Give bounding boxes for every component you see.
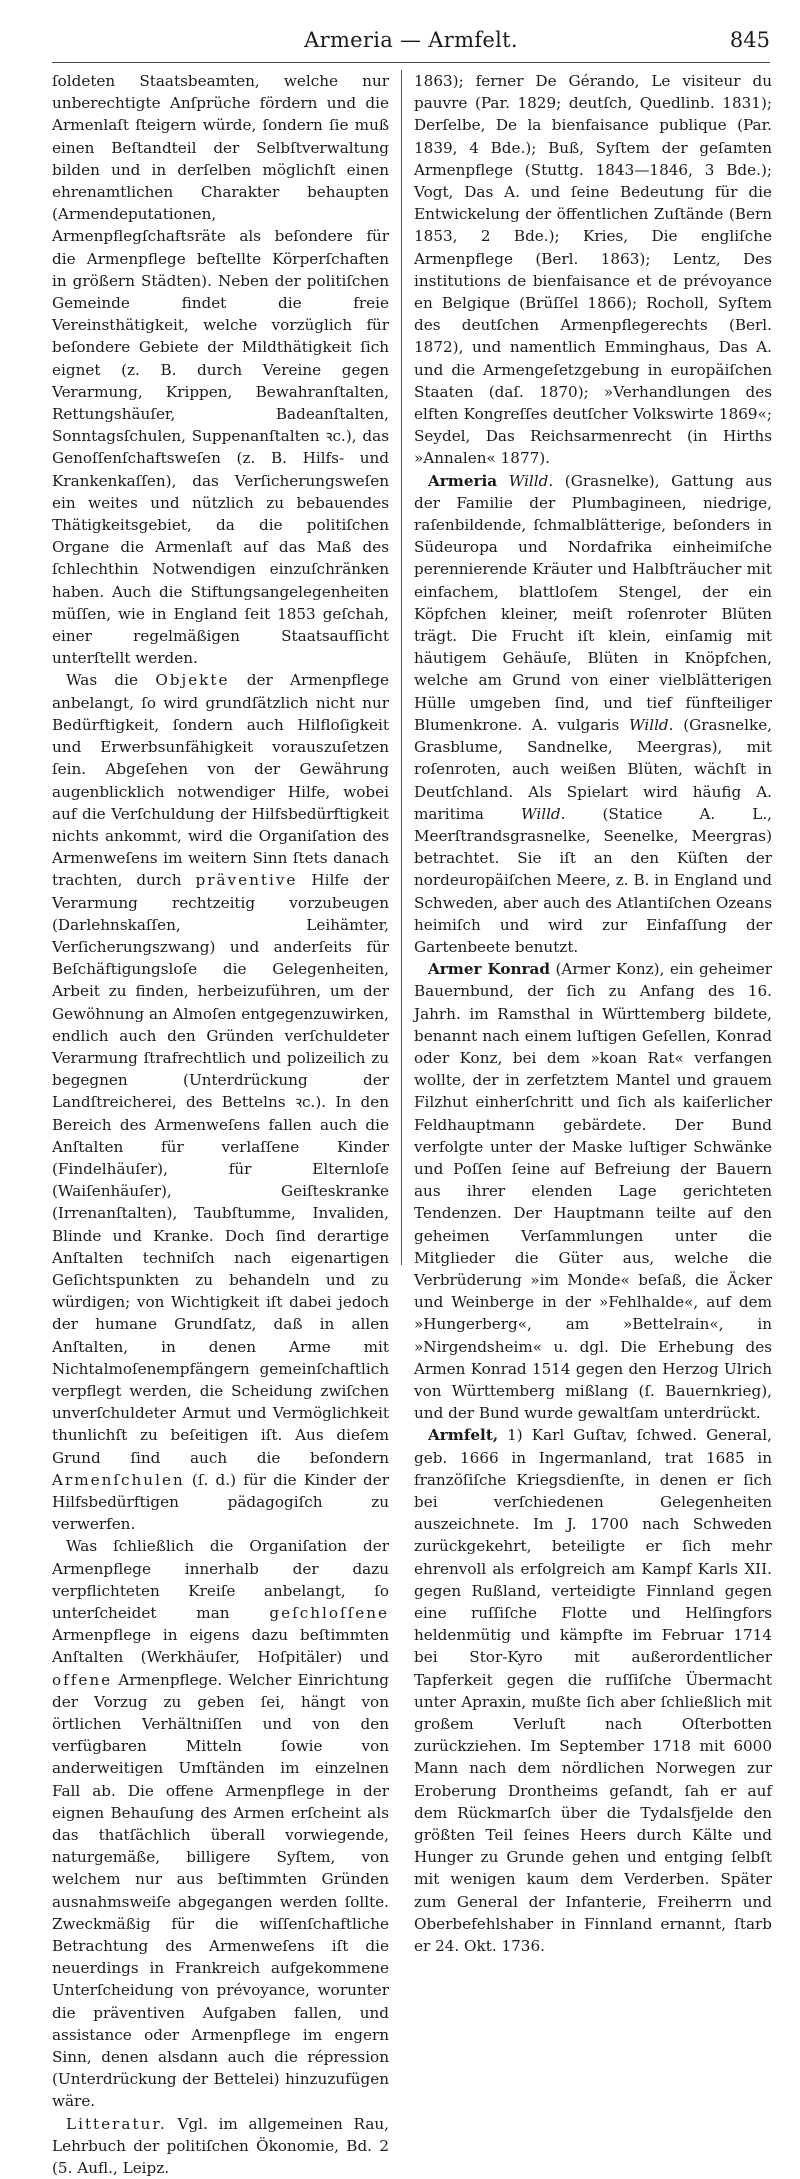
emphasis: offene: [52, 1670, 113, 1689]
text-run: (Grasnelke), Gattung aus der Familie der Plumbagineen, niedrige, raſenbildende, ſchmalblätterige, beſonders in Südeuropa und Nordafrika einheimiſche perennierende Kräuter und Halbſträucher mit einfachem, blattloſem Stengel, der ein Köpfchen kleiner, meiſt roſenroter Blüten trägt. Die Frucht iſt klein, einſamig mit häutigem Gehäuſe, Blüten in Knöpfchen, welche am Grund von einer vielblätterigen Hülle umgeben ſind, und tief fünfteiliger Blumenkrone. A. vulgaris: [414, 471, 773, 734]
entry-armeria: [414, 470, 772, 958]
text-run: Was ſchließlich die Organiſation der Armenpflege innerhalb der dazu verpflichteten Kreiſe anbelangt, ſo unterſcheidet man: [52, 1537, 389, 1623]
paragraph: ſoldeten Staatsbeamten, welche nur unberechtigte Anſprüche fördern und die Armenlaſt ſteigern würde, ſondern ſie muß einen Beſtandteil der Selbſtverwaltung bilden und in derſelben möglichſt einen ehrenamtlichen Charakter behaupten (Armendeputationen, Armenpflegſchaftsräte als beſondere für die Armenpflege beſtellte Körperſchaften in größern Städten). Neben der politiſchen Gemeinde findet die freie Vereinsthätigkeit, welche vorzüglich für beſondere Gebiete der Mildthätigkeit ſich eignet (z. B. durch Vereine gegen Verarmung, Krippen, Bewahranſtalten, Rettungshäuſer, Badeanſtalten, Sonntagsſchulen, Suppenanſtalten ꝛc.), das Genoſſenſchaftsweſen (z. B. Hilfs- und Krankenkaſſen), das Verſicherungsweſen ein weites und nützlich zu bebauendes Thätigkeitsgebiet, da die politiſchen Organe die Armenlaſt auf das Maß des ſchlechthin Notwendigen einzuſchränken haben. Auch die Stiftungsangelegenheiten müſſen, wie in England ſeit 1853 geſchah, einer regelmäßigen Staatsaufſicht unterſtellt werden.: [52, 72, 389, 668]
column-divider: [401, 70, 402, 1265]
entry-armer-konrad: [414, 958, 772, 1424]
page-title: Armeria — Armfelt.: [304, 28, 518, 52]
text-run: (Grasnelke, Grasblume, Sandnelke, Meergras), mit roſenroten, auch weißen Blüten, wächſt in Deutſchland. Als Spielart wird häufig A. maritima: [414, 715, 773, 823]
entry-heading: Armer Konrad: [428, 960, 550, 979]
emphasis: Armenſchulen: [52, 1470, 185, 1489]
text-run: (Armer Konz), ein geheimer Bauernbund, der ſich zu Anfang des 16. Jahrh. im Ramsthal in Württemberg bildete, benannt nach einem luſtigen Geſellen, Konrad oder Konz, bei dem »koan Rat« verfangen wollte, der in zerfetztem Mantel und grauem Filzhut einherſchritt und ſich als kaiſerlicher Feldhauptmann gebärdete. Der Bund verfolgte unter der Maske luſtiger Schwänke und Poſſen ſeine auf Befreiung der Bauern aus ihrer elenden Lage gerichteten Tendenzen. Der Hauptmann teilte auf den geheimen Verſammlungen unter die Mitglieder die Güter aus, welche die Verbrüderung »im Monde« beſaß, die Äcker und Weinberge in der »Fehlhalde«, auf dem »Hungerberg«, am »Bettelrain«, in »Nirgendsheim« u. dgl. Die Erhebung des Armen Konrad 1514 gegen den Herzog Ulrich von Württemberg mißlang (ſ. Bauernkrieg), und der Bund wurde gewaltſam unterdrückt.: [414, 960, 773, 1423]
text-run: Willd.: [497, 471, 554, 490]
entry-heading: Armfelt,: [428, 1426, 499, 1445]
text-run: Willd.: [521, 804, 566, 823]
header-rule: [52, 62, 770, 63]
paragraph: [52, 669, 389, 1535]
text-run: Armenpflege in eigens dazu beſtimmten Anſtalten (Werkhäuſer, Hoſpitäler) und: [52, 1626, 389, 1667]
paragraph: [52, 1535, 389, 2112]
text-run: der Armenpflege anbelangt, ſo wird grundſätzlich nicht nur Bedürftigkeit, ſondern auch Hilfloſigkeit und Erwerbsunfähigkeit vorauszuſetzen ſein. Abgeſehen von der Gewährung augenblicklich notwendiger Hilfe, wobei auf die Verſchuldung der Hilfsbedürftigkeit nichts ankommt, wird die Organiſation des Armenweſens im weitern Sinn ſtets danach trachten, durch: [52, 671, 389, 890]
paragraph: 1863); ferner De Gérando, Le visiteur du pauvre (Par. 1829; deutſch, Quedlinb. 1831); Derſelbe, De la bienfaisance publique (Par. 1839, 4 Bde.); Buß, Syſtem der geſamten Armenpflege (Stuttg. 1843—1846, 3 Bde.); Vogt, Das A. und ſeine Bedeutung für die Entwickelung der öffentlichen Zuſtände (Bern 1853, 2 Bde.); Kries, Die engliſche Armenpflege (Berl. 1863); Lentz, Des institutions de bienfaisance et de prévoyance en Belgique (Brüſſel 1866); Rocholl, Syſtem des deutſchen Armenpflegerechts (Berl. 1872), und namentlich Emminghaus, Das A. und die Armengeſetzgebung in europäiſchen Staaten (daſ. 1870); »Verhandlungen des elften Kongreſſes deutſcher Volkswirte 1869«; Seydel, Das Reichsarmenrecht (in Hirths »Annalen« 1877).: [414, 72, 772, 468]
text-run: Armenpflege. Welcher Einrichtung der Vorzug zu geben ſei, hängt von örtlichen Verhältniſſen und von den verfügbaren Mitteln ſowie von anderweitigen Umſtänden im einzelnen Fall ab. Die offene Armenpflege in der eignen Behauſung des Armen erſcheint als das thatſächlich überall vorwiegende, naturgemäße, billigere Syſtem, von welchem nur aus beſtimmten Gründen ausnahmsweiſe abgegangen werden ſollte. Zweckmäßig für die wiſſenſchaftliche Betrachtung des Armenweſens iſt die neuerdings in Frankreich aufgekommene Unterſcheidung von prévoyance, worunter die präventiven Aufgaben fallen, und assistance oder Armenpflege im engern Sinn, denen alsdann auch die répression (Unterdrückung der Bettelei) hinzuzufügen wäre.: [52, 1670, 389, 2111]
left-column: [52, 70, 389, 2178]
text-run: (ſ. d.) für die Kinder der Hilfsbedürftigen pädagogiſch zu verwerfen.: [52, 1470, 389, 1534]
text-run: Vgl. im allgemeinen Rau, Lehrbuch der politiſchen Ökonomie, Bd. 2 (5. Aufl., Leipz.: [52, 2114, 389, 2178]
text-run: Hilfe der Verarmung rechtzeitig vorzubeugen (Darlehnskaſſen, Leihämter, Verſicherungszwang) und anderſeits für Beſchäftigungsloſe die Gelegenheiten, Arbeit zu finden, herbeizuführen, um der Gewöhnung an Almoſen entgegenzuwirken, endlich auch den Gründen verſchuldeter Verarmung ſtrafrechtlich und polizeilich zu begegnen (Unterdrückung der Landſtreicherei, des Bettelns ꝛc.). In den Bereich des Armenweſens fallen auch die Anſtalten für verlaſſene Kinder (Findelhäuſer), für Elternloſe (Waiſenhäuſer), Geiſteskranke (Irrenanſtalten), Taubſtumme, Invaliden, Blinde und Kranke. Doch ſind derartige Anſtalten techniſch nach eigenartigen Geſichtspunkten zu behandeln und zu würdigen; von Wichtigkeit iſt dabei jedoch der humane Grundſatz, daß in allen Anſtalten, in denen Arme mit Nichtalmoſenempfängern gemeinſchaftlich verpflegt werden, die Scheidung zwiſchen unverſchuldeter Armut und Vermöglichkeit thunlichſt zu beſeitigen iſt. Aus dieſem Grund ſind auch die beſondern: [52, 871, 389, 1467]
page-number: 845: [729, 28, 770, 52]
emphasis: Litteratur.: [66, 2114, 167, 2133]
text-run: Willd.: [629, 715, 674, 734]
running-head: [52, 28, 770, 62]
entry-heading: Armeria: [428, 471, 498, 490]
paragraph: [52, 2113, 389, 2179]
right-column: [414, 70, 773, 1956]
emphasis: präventive: [195, 871, 298, 890]
entry-armfelt: [414, 1424, 772, 1957]
text-run: (Statice A. L., Meerſtrandsgrasnelke, Seenelke, Meergras) betrachtet. Sie iſt an den Küſten der nordeuropäiſchen Meere, z. B. in England und Schweden, aber auch des Atlantiſchen Ozeans heimiſch und wird zur Einfaſſung der Gartenbeete benutzt.: [414, 804, 772, 956]
text-run: Was die: [66, 671, 156, 690]
text-run: 1) Karl Guſtav, ſchwed. General, geb. 1666 in Ingermanland, trat 1685 in franzöſiſche Kriegsdienſte, in denen er ſich bei verſchiedenen Gelegenheiten auszeichnete. Im J. 1700 nach Schweden zurückgekehrt, beteiligte er ſich mehr ehrenvoll als erfolgreich am Kampf Karls XII. gegen Rußland, verteidigte Finnland gegen eine ruſſiſche Flotte und Helſingfors heldenmütig und kämpfte im Februar 1714 bei Stor-Kyro mit außerordentlicher Tapferkeit gegen die ruſſiſche Übermacht unter Apraxin, mußte ſich aber ſchließlich mit großem Verluſt nach Oſterbotten zurückziehen. Im September 1718 mit 6000 Mann nach dem nördlichen Norwegen zur Eroberung Drontheims geſandt, ſah er auf dem Rückmarſch über die Tydalsfjelde den größten Teil ſeines Heers durch Kälte und Hunger zu Grunde gehen und entging ſelbſt mit wenigen kaum dem Verderben. Später zum General der Infanterie, Freiherrn und Oberbefehlshaber in Finnland ernannt, ſtarb er 24. Okt. 1736.: [414, 1426, 772, 1956]
emphasis: geſchloſſene: [269, 1604, 389, 1623]
emphasis: Objekte: [155, 671, 230, 690]
